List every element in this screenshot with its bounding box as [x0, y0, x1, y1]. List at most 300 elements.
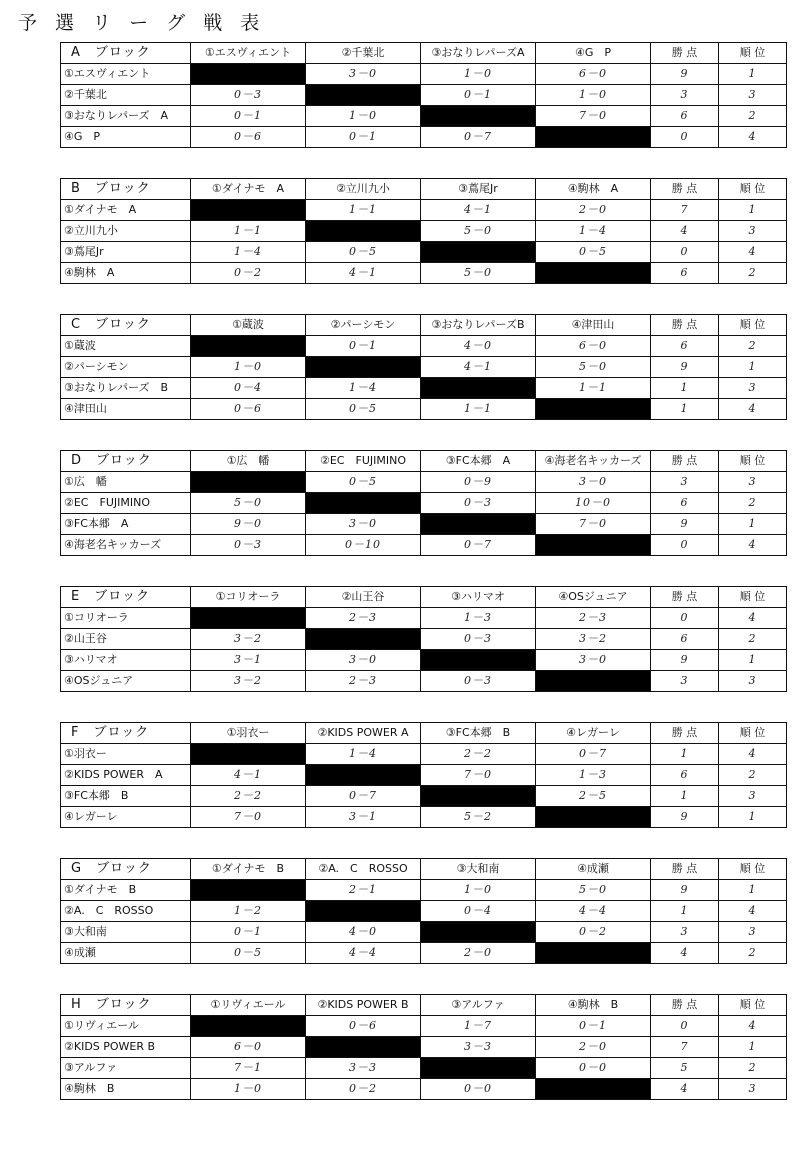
team-name: ④OSジュニア [61, 671, 191, 692]
rank-value: 3 [719, 221, 787, 242]
match-score: 5－0 [421, 221, 536, 242]
match-score: 2－3 [306, 671, 421, 692]
rank-value: 3 [719, 472, 787, 493]
match-score: 0－1 [536, 1016, 651, 1037]
column-team-1: ①エスヴィエント [191, 43, 306, 64]
match-score: 0－2 [536, 922, 651, 943]
team-row [61, 671, 787, 692]
match-score: 6－0 [536, 336, 651, 357]
column-team-4: ④G P [536, 43, 651, 64]
column-team-2: ②パーシモン [306, 315, 421, 336]
match-score: 1－4 [191, 242, 306, 263]
block-name: E ブロック [61, 587, 191, 608]
block-name: G ブロック [61, 859, 191, 880]
match-score: 1－1 [306, 200, 421, 221]
team-row [61, 608, 787, 629]
match-score: 0－9 [421, 472, 536, 493]
match-score: 1－4 [306, 744, 421, 765]
self-match-cell [191, 744, 306, 765]
points-value: 9 [651, 357, 719, 378]
points-value: 3 [651, 922, 719, 943]
column-team-1: ①広 幡 [191, 451, 306, 472]
page-title: 予 選 リ ー グ 戦 表 [18, 12, 266, 34]
rank-value: 2 [719, 629, 787, 650]
match-score: 1－2 [191, 901, 306, 922]
self-match-cell [306, 901, 421, 922]
team-row [61, 922, 787, 943]
block-name: D ブロック [61, 451, 191, 472]
column-team-4: ④駒林 A [536, 179, 651, 200]
match-score: 2－1 [306, 880, 421, 901]
column-team-1: ①ダイナモ A [191, 179, 306, 200]
column-team-2: ②EC FUJIMINO [306, 451, 421, 472]
column-team-4: ④OSジュニア [536, 587, 651, 608]
points-value: 6 [651, 263, 719, 284]
rank-value: 1 [719, 650, 787, 671]
block-name: H ブロック [61, 995, 191, 1016]
match-score: 0－1 [191, 106, 306, 127]
points-value: 1 [651, 901, 719, 922]
self-match-cell [191, 200, 306, 221]
match-score: 1－0 [536, 85, 651, 106]
points-header: 勝 点 [651, 451, 719, 472]
match-score: 9－0 [191, 514, 306, 535]
header-row [61, 995, 787, 1016]
header-row [61, 587, 787, 608]
rank-value: 4 [719, 399, 787, 420]
self-match-cell [191, 880, 306, 901]
team-name: ①蔵波 [61, 336, 191, 357]
block-table-h [60, 994, 787, 1100]
team-name: ②千葉北 [61, 85, 191, 106]
self-match-cell [421, 106, 536, 127]
self-match-cell [191, 336, 306, 357]
team-row [61, 1079, 787, 1100]
team-row [61, 242, 787, 263]
column-team-1: ①羽衣ー [191, 723, 306, 744]
points-value: 3 [651, 671, 719, 692]
self-match-cell [536, 127, 651, 148]
team-name: ②A. C ROSSO [61, 901, 191, 922]
match-score: 0－0 [536, 1058, 651, 1079]
match-score: 6－0 [536, 64, 651, 85]
column-team-1: ①蔵波 [191, 315, 306, 336]
match-score: 2－3 [536, 608, 651, 629]
match-score: 4－0 [306, 922, 421, 943]
rank-header: 順 位 [719, 995, 787, 1016]
rank-value: 4 [719, 127, 787, 148]
team-name: ②KIDS POWER B [61, 1037, 191, 1058]
points-value: 4 [651, 1079, 719, 1100]
rank-header: 順 位 [719, 179, 787, 200]
rank-value: 2 [719, 943, 787, 964]
self-match-cell [536, 807, 651, 828]
team-name: ④レガーレ [61, 807, 191, 828]
team-name: ③大和南 [61, 922, 191, 943]
team-name: ④G P [61, 127, 191, 148]
team-name: ③おなりレパーズ B [61, 378, 191, 399]
self-match-cell [536, 943, 651, 964]
match-score: 0－3 [421, 671, 536, 692]
match-score: 7－1 [191, 1058, 306, 1079]
header-row [61, 451, 787, 472]
team-name: ①エスヴィエント [61, 64, 191, 85]
match-score: 0－2 [191, 263, 306, 284]
match-score: 3－3 [421, 1037, 536, 1058]
team-row [61, 85, 787, 106]
match-score: 2－5 [536, 786, 651, 807]
match-score: 0－5 [306, 472, 421, 493]
rank-value: 1 [719, 1037, 787, 1058]
rank-value: 3 [719, 1079, 787, 1100]
points-value: 6 [651, 493, 719, 514]
match-score: 0－0 [421, 1079, 536, 1100]
column-team-3: ③アルファ [421, 995, 536, 1016]
team-row [61, 765, 787, 786]
rank-value: 2 [719, 765, 787, 786]
match-score: 5－0 [536, 357, 651, 378]
self-match-cell [306, 1037, 421, 1058]
block-table-g [60, 858, 787, 964]
match-score: 0－3 [191, 535, 306, 556]
self-match-cell [421, 650, 536, 671]
team-name: ③FC本郷 B [61, 786, 191, 807]
points-value: 0 [651, 535, 719, 556]
points-value: 1 [651, 786, 719, 807]
block-name: F ブロック [61, 723, 191, 744]
rank-value: 2 [719, 493, 787, 514]
rank-header: 順 位 [719, 723, 787, 744]
match-score: 0－1 [421, 85, 536, 106]
match-score: 1－7 [421, 1016, 536, 1037]
self-match-cell [191, 1016, 306, 1037]
team-row [61, 629, 787, 650]
match-score: 3－1 [306, 807, 421, 828]
column-team-3: ③蔦尾Jr [421, 179, 536, 200]
match-score: 4－0 [421, 336, 536, 357]
match-score: 0－6 [191, 127, 306, 148]
block-name: C ブロック [61, 315, 191, 336]
rank-header: 順 位 [719, 451, 787, 472]
match-score: 4－4 [536, 901, 651, 922]
match-score: 0－5 [536, 242, 651, 263]
self-match-cell [191, 608, 306, 629]
self-match-cell [536, 1079, 651, 1100]
match-score: 3－0 [536, 650, 651, 671]
match-score: 3－0 [536, 472, 651, 493]
self-match-cell [306, 357, 421, 378]
match-score: 7－0 [536, 514, 651, 535]
rank-value: 3 [719, 85, 787, 106]
header-row [61, 179, 787, 200]
team-row [61, 901, 787, 922]
match-score: 2－0 [536, 1037, 651, 1058]
match-score: 0－6 [306, 1016, 421, 1037]
self-match-cell [191, 64, 306, 85]
team-row [61, 1016, 787, 1037]
team-row [61, 106, 787, 127]
column-team-4: ④成瀬 [536, 859, 651, 880]
match-score: 7－0 [421, 765, 536, 786]
points-value: 9 [651, 514, 719, 535]
team-name: ②パーシモン [61, 357, 191, 378]
points-header: 勝 点 [651, 995, 719, 1016]
match-score: 0－2 [306, 1079, 421, 1100]
team-row [61, 200, 787, 221]
rank-value: 1 [719, 514, 787, 535]
points-header: 勝 点 [651, 179, 719, 200]
match-score: 3－1 [191, 650, 306, 671]
column-team-1: ①リヴィエール [191, 995, 306, 1016]
match-score: 0－7 [536, 744, 651, 765]
match-score: 1－0 [421, 880, 536, 901]
team-name: ④津田山 [61, 399, 191, 420]
rank-value: 4 [719, 1016, 787, 1037]
block-table-c [60, 314, 787, 420]
match-score: 4－4 [306, 943, 421, 964]
team-row [61, 1058, 787, 1079]
match-score: 2－0 [536, 200, 651, 221]
team-row [61, 493, 787, 514]
team-name: ④成瀬 [61, 943, 191, 964]
team-name: ①ダイナモ A [61, 200, 191, 221]
rank-value: 1 [719, 64, 787, 85]
match-score: 1－1 [191, 221, 306, 242]
match-score: 0－10 [306, 535, 421, 556]
column-team-4: ④レガーレ [536, 723, 651, 744]
header-row [61, 43, 787, 64]
block-table-b [60, 178, 787, 284]
team-row [61, 943, 787, 964]
points-header: 勝 点 [651, 315, 719, 336]
block-name: B ブロック [61, 179, 191, 200]
match-score: 7－0 [191, 807, 306, 828]
match-score: 5－0 [421, 263, 536, 284]
match-score: 6－0 [191, 1037, 306, 1058]
points-header: 勝 点 [651, 723, 719, 744]
match-score: 1－0 [191, 1079, 306, 1100]
points-value: 6 [651, 106, 719, 127]
match-score: 3－0 [306, 64, 421, 85]
block-table-a [60, 42, 787, 148]
column-team-2: ②立川九小 [306, 179, 421, 200]
team-row [61, 880, 787, 901]
team-row [61, 399, 787, 420]
team-row [61, 221, 787, 242]
points-value: 9 [651, 64, 719, 85]
team-row [61, 650, 787, 671]
team-row [61, 535, 787, 556]
self-match-cell [421, 786, 536, 807]
match-score: 0－3 [191, 85, 306, 106]
league-blocks [60, 42, 786, 1130]
team-row [61, 744, 787, 765]
self-match-cell [306, 85, 421, 106]
rank-value: 3 [719, 378, 787, 399]
match-score: 0－5 [191, 943, 306, 964]
points-header: 勝 点 [651, 43, 719, 64]
block-table-d [60, 450, 787, 556]
self-match-cell [306, 629, 421, 650]
team-name: ④駒林 A [61, 263, 191, 284]
self-match-cell [536, 671, 651, 692]
match-score: 4－1 [421, 357, 536, 378]
self-match-cell [536, 263, 651, 284]
rank-header: 順 位 [719, 315, 787, 336]
points-value: 7 [651, 1037, 719, 1058]
self-match-cell [306, 493, 421, 514]
team-name: ②KIDS POWER A [61, 765, 191, 786]
team-row [61, 263, 787, 284]
points-value: 6 [651, 336, 719, 357]
self-match-cell [306, 221, 421, 242]
points-value: 9 [651, 880, 719, 901]
match-score: 4－1 [306, 263, 421, 284]
team-name: ①広 幡 [61, 472, 191, 493]
block-table-f [60, 722, 787, 828]
column-team-1: ①ダイナモ B [191, 859, 306, 880]
points-value: 0 [651, 1016, 719, 1037]
points-value: 0 [651, 242, 719, 263]
team-name: ③おなりレパーズ A [61, 106, 191, 127]
match-score: 1－0 [421, 64, 536, 85]
team-row [61, 1037, 787, 1058]
match-score: 0－1 [306, 336, 421, 357]
team-name: ①羽衣ー [61, 744, 191, 765]
match-score: 3－3 [306, 1058, 421, 1079]
rank-value: 2 [719, 1058, 787, 1079]
column-team-3: ③ハリマオ [421, 587, 536, 608]
header-row [61, 723, 787, 744]
points-value: 1 [651, 378, 719, 399]
points-value: 0 [651, 127, 719, 148]
points-value: 9 [651, 807, 719, 828]
match-score: 5－2 [421, 807, 536, 828]
self-match-cell [306, 765, 421, 786]
team-row [61, 786, 787, 807]
self-match-cell [536, 399, 651, 420]
points-value: 0 [651, 608, 719, 629]
rank-value: 4 [719, 608, 787, 629]
points-header: 勝 点 [651, 587, 719, 608]
team-name: ③アルファ [61, 1058, 191, 1079]
team-row [61, 357, 787, 378]
match-score: 5－0 [536, 880, 651, 901]
column-team-3: ③FC本郷 B [421, 723, 536, 744]
column-team-4: ④駒林 B [536, 995, 651, 1016]
self-match-cell [421, 242, 536, 263]
match-score: 7－0 [536, 106, 651, 127]
team-row [61, 127, 787, 148]
team-row [61, 472, 787, 493]
points-value: 6 [651, 629, 719, 650]
team-name: ①コリオーラ [61, 608, 191, 629]
column-team-1: ①コリオーラ [191, 587, 306, 608]
team-name: ③ハリマオ [61, 650, 191, 671]
match-score: 1－3 [536, 765, 651, 786]
column-team-4: ④海老名キッカーズ [536, 451, 651, 472]
rank-value: 3 [719, 786, 787, 807]
match-score: 4－1 [421, 200, 536, 221]
column-team-2: ②KIDS POWER A [306, 723, 421, 744]
rank-value: 4 [719, 901, 787, 922]
rank-value: 3 [719, 922, 787, 943]
column-team-2: ②千葉北 [306, 43, 421, 64]
column-team-3: ③おなりレパーズA [421, 43, 536, 64]
match-score: 2－2 [421, 744, 536, 765]
rank-value: 1 [719, 807, 787, 828]
rank-value: 2 [719, 106, 787, 127]
match-score: 0－5 [306, 399, 421, 420]
points-value: 1 [651, 399, 719, 420]
match-score: 0－7 [306, 786, 421, 807]
match-score: 1－3 [421, 608, 536, 629]
match-score: 1－1 [536, 378, 651, 399]
column-team-3: ③おなりレパーズB [421, 315, 536, 336]
self-match-cell [421, 514, 536, 535]
match-score: 0－7 [421, 535, 536, 556]
match-score: 1－1 [421, 399, 536, 420]
match-score: 1－0 [191, 357, 306, 378]
rank-header: 順 位 [719, 859, 787, 880]
match-score: 4－1 [191, 765, 306, 786]
match-score: 2－2 [191, 786, 306, 807]
team-name: ②立川九小 [61, 221, 191, 242]
rank-value: 4 [719, 535, 787, 556]
team-row [61, 336, 787, 357]
team-name: ④海老名キッカーズ [61, 535, 191, 556]
points-value: 7 [651, 200, 719, 221]
team-name: ②EC FUJIMINO [61, 493, 191, 514]
match-score: 3－2 [191, 629, 306, 650]
points-value: 3 [651, 85, 719, 106]
rank-value: 3 [719, 671, 787, 692]
points-value: 6 [651, 765, 719, 786]
points-header: 勝 点 [651, 859, 719, 880]
match-score: 0－1 [191, 922, 306, 943]
team-name: ②山王谷 [61, 629, 191, 650]
column-team-2: ②A. C ROSSO [306, 859, 421, 880]
self-match-cell [191, 472, 306, 493]
team-name: ①ダイナモ B [61, 880, 191, 901]
match-score: 2－3 [306, 608, 421, 629]
header-row [61, 315, 787, 336]
match-score: 0－5 [306, 242, 421, 263]
self-match-cell [536, 535, 651, 556]
rank-value: 1 [719, 880, 787, 901]
block-table-e [60, 586, 787, 692]
match-score: 0－4 [191, 378, 306, 399]
match-score: 0－3 [421, 629, 536, 650]
column-team-4: ④津田山 [536, 315, 651, 336]
team-row [61, 64, 787, 85]
match-score: 0－3 [421, 493, 536, 514]
match-score: 1－4 [536, 221, 651, 242]
rank-header: 順 位 [719, 587, 787, 608]
rank-header: 順 位 [719, 43, 787, 64]
rank-value: 1 [719, 200, 787, 221]
self-match-cell [421, 922, 536, 943]
team-name: ③FC本郷 A [61, 514, 191, 535]
rank-value: 2 [719, 336, 787, 357]
match-score: 3－2 [191, 671, 306, 692]
match-score: 0－1 [306, 127, 421, 148]
team-name: ③蔦尾Jr [61, 242, 191, 263]
team-row [61, 514, 787, 535]
header-row [61, 859, 787, 880]
match-score: 1－4 [306, 378, 421, 399]
column-team-3: ③FC本郷 A [421, 451, 536, 472]
